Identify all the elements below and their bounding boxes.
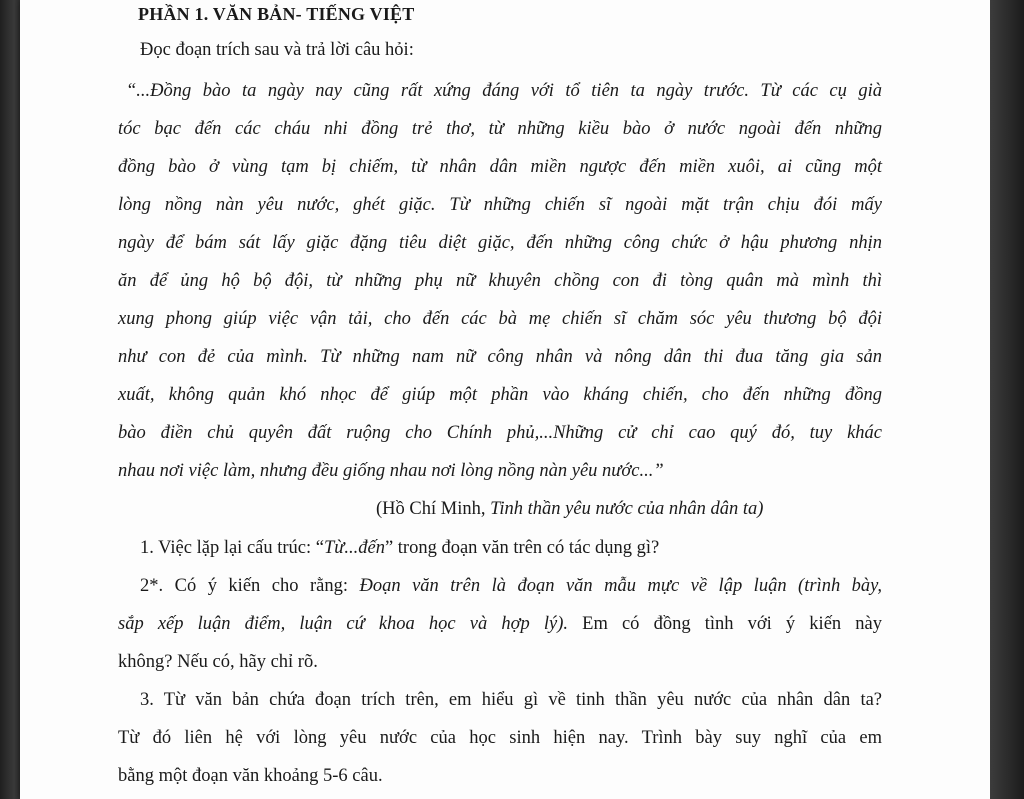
excerpt-line: xuất, không quản khó nhọc để giúp một phần vào kháng chiến, cho đến những đồng bbox=[118, 385, 882, 405]
viewer-right-edge bbox=[990, 0, 1024, 799]
question-2-text: Em có đồng tình với ý kiến này bbox=[568, 614, 882, 634]
document-page[interactable] bbox=[20, 0, 990, 799]
question-3-line-3: bằng một đoạn văn khoảng 5-6 câu. bbox=[118, 766, 383, 786]
question-1-emphasis: Từ...đến bbox=[323, 538, 385, 558]
question-2-emphasis: sắp xếp luận điểm, luận cứ khoa học và hợp lý). bbox=[118, 614, 569, 634]
excerpt-line: “...Đồng bào ta ngày nay cũng rất xứng đáng với tổ tiên ta ngày trước. Từ các cụ già bbox=[126, 81, 882, 101]
question-2-line-3: không? Nếu có, hãy chỉ rõ. bbox=[118, 652, 318, 672]
question-3-line-1: 3. Từ văn bản chứa đoạn trích trên, em hiểu gì về tinh thần yêu nước của nhân dân ta? bbox=[140, 690, 882, 710]
question-1-text: 1. Việc lặp lại cấu trúc: “ bbox=[140, 538, 324, 558]
excerpt-line: ăn để ủng hộ bộ đội, từ những phụ nữ khuyên chồng con đi tòng quân mà mình thì bbox=[118, 271, 882, 291]
excerpt-line: lòng nồng nàn yêu nước, ghét giặc. Từ những chiến sĩ ngoài mặt trận chịu đói mấy bbox=[118, 195, 882, 215]
excerpt-line: xung phong giúp việc vận tải, cho đến các bà mẹ chiến sĩ chăm sóc yêu thương bộ đội bbox=[118, 309, 882, 329]
question-3-line-2: Từ đó liên hệ với lòng yêu nước của học sinh hiện nay. Trình bày suy nghĩ của em bbox=[118, 728, 882, 748]
citation-work: Tinh thần yêu nước của nhân dân ta) bbox=[490, 499, 764, 519]
excerpt-line: bào điền chủ quyên đất ruộng cho Chính phủ,...Những cử chỉ cao quý đó, tuy khác bbox=[118, 423, 882, 443]
citation bbox=[376, 497, 882, 521]
excerpt-line: nhau nơi việc làm, nhưng đều giống nhau nơi lòng nồng nàn yêu nước...” bbox=[118, 461, 664, 481]
excerpt-line: như con đẻ của mình. Từ những nam nữ công nhân và nông dân thi đua tăng gia sản bbox=[118, 347, 882, 367]
question-2-text: 2*. Có ý kiến cho rằng: bbox=[140, 576, 360, 596]
excerpt-line: ngày để bám sát lấy giặc đặng tiêu diệt giặc, đến những công chức ở hậu phương nhịn bbox=[118, 233, 882, 253]
question-2-line-1 bbox=[140, 574, 882, 598]
citation-author: (Hồ Chí Minh, bbox=[376, 499, 491, 519]
excerpt-line: tóc bạc đến các cháu nhi đồng trẻ thơ, từ những kiều bào ở nước ngoài đến những bbox=[118, 119, 882, 139]
question-2-line-2 bbox=[118, 612, 882, 636]
question-1-text-end: ” trong đoạn văn trên có tác dụng gì? bbox=[384, 538, 660, 558]
section-heading: PHẦN 1. VĂN BẢN- TIẾNG VIỆT bbox=[138, 4, 415, 24]
excerpt-line: đồng bào ở vùng tạm bị chiếm, từ nhân dân miền ngược đến miền xuôi, ai cũng một bbox=[118, 157, 882, 177]
question-1 bbox=[140, 536, 882, 560]
instruction-text: Đọc đoạn trích sau và trả lời câu hỏi: bbox=[140, 40, 414, 60]
question-2-emphasis: Đoạn văn trên là đoạn văn mẫu mực về lập luận (trình bày, bbox=[359, 576, 883, 596]
